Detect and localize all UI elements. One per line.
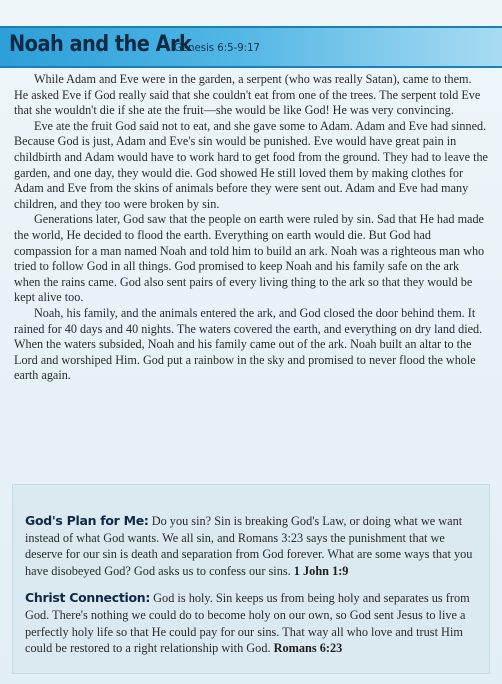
application-callout-box — [12, 484, 490, 674]
story-paragraph: Noah, his family, and the animals entered the ark, and God closed the door behind them. It rained for 40 days and 40 nights. The waters covered the earth, and everything on dry land died. When the waters subsided, Noah and his family came out of the ark. Noah built an altar to the Lord and worshiped Him. God put a rainbow in the sky and promised to never flood the whole earth again. — [14, 305, 483, 383]
story-text — [14, 72, 488, 384]
gods-plan-verse: 1 John 1:9 — [293, 563, 349, 578]
gods-plan-text: Do you sin? Sin is breaking God's Law, or doing what we want instead of what God wants. We all sin, and Romans 3:23 says the punishment that we deserve for our sin is death and separation from God forever. What are some ways that you have disobeyed God? God asks us to confess our sins. — [25, 514, 473, 578]
story-paragraph: While Adam and Eve were in the garden, a serpent (who was really Satan), came to them. He asked Eve if God really said that she couldn't eat from one of the trees. The serpent told Eve that she wouldn't die if she ate the fruit—she would be like God! He was very convincing. — [14, 72, 481, 118]
page-title: Noah and the Ark — [9, 32, 192, 57]
scripture-reference: Genesis 6:5-9:17 — [174, 41, 260, 54]
christ-connection-verse: Romans 6:23 — [273, 641, 343, 656]
christ-connection-text: God is holy. Sin keeps us from being holy and separates us from God. There's nothing we could do to become holy on our own, so God sent Jesus to live a perfectly holy life so that He could pay for our sins. That way all who love and trust Him could be restored to a right relationship with God. — [25, 591, 470, 656]
christ-connection-heading: Christ Connection: — [25, 590, 151, 606]
callout-content — [25, 513, 483, 657]
christ-connection-section — [25, 590, 483, 656]
story-paragraph: Generations later, God saw that the people on earth were ruled by sin. Sad that He had made the world, He decided to flood the earth. Everything on earth would die. But God had compassion for a man named Noah and told him to build an ark. Noah was a righteous man who tried to follow God in all things. God promised to keep Noah and his family safe on the ark when the rains came. God also sent pairs of every living thing to the ark so that they would be kept alive too. — [14, 212, 485, 305]
story-paragraph: Eve ate the fruit God said not to eat, and she gave some to Adam. Adam and Eve had sinned. Because God is just, Adam and Eve's sin would be punished. Eve would have great pain in childbirth and Adam would have to work hard to get food from the ground. They had to leave the garden, and one day, they would die. God showed He still loved them by making clothes for Adam and Eve from the skins of animals before they were sent out. Adam and Eve had many children, and they too were broken by sin. — [14, 118, 488, 211]
gods-plan-section — [25, 513, 483, 579]
gods-plan-heading: God's Plan for Me: — [25, 513, 149, 528]
